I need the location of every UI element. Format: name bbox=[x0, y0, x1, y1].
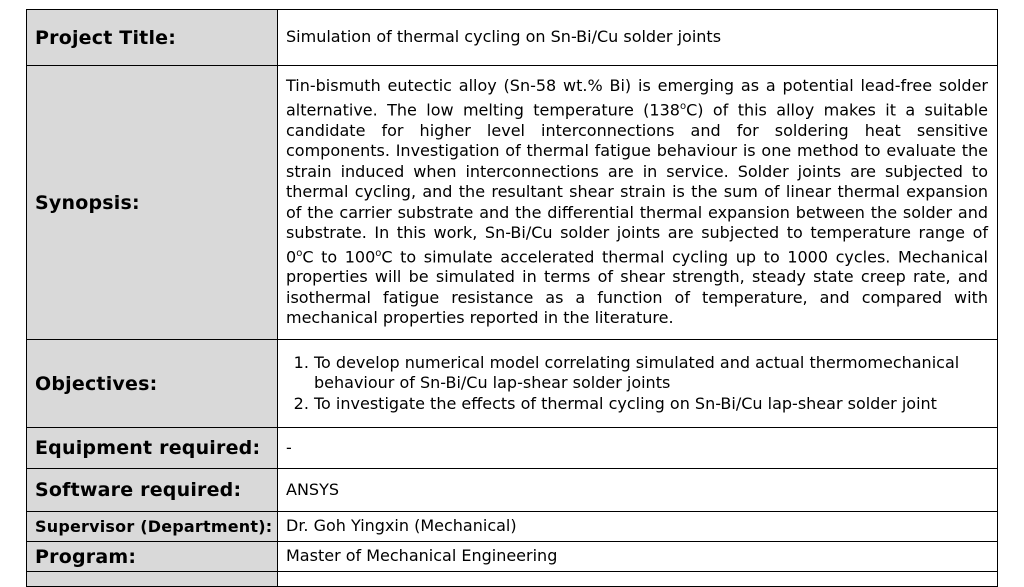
program-label: Program: bbox=[27, 542, 278, 572]
objectives-label: Objectives: bbox=[27, 340, 278, 428]
software-value: ANSYS bbox=[278, 469, 998, 512]
synopsis-part2: C) of this alloy makes it a suitable candidate for higher level interconnections and for soldering heat sensitive components. Investigation of thermal fatigue behaviour is one method to evaluate the strain induced when interconnections are in service. Solder joints are subjected to thermal cycling, and the resultant shear strain is the sum of linear thermal expansion of the carrier substrate and the differential thermal expansion between the solder and substrate. In this work, Sn-Bi/Cu solder joints are subjected to temperature range of 0 bbox=[286, 100, 988, 266]
row-synopsis bbox=[27, 66, 998, 340]
objectives-list bbox=[286, 353, 988, 415]
project-title-value: Simulation of thermal cycling on Sn-Bi/Cu solder joints bbox=[278, 10, 998, 66]
row-supervisor bbox=[27, 512, 998, 542]
software-label: Software required: bbox=[27, 469, 278, 512]
synopsis-text bbox=[278, 66, 998, 340]
row-next-partial bbox=[27, 572, 998, 587]
synopsis-part3: C to 100 bbox=[302, 246, 376, 266]
degree-sup-2: o bbox=[296, 247, 303, 259]
program-value: Master of Mechanical Engineering bbox=[278, 542, 998, 572]
objective-item: 2. To investigate the effects of thermal cycling on Sn-Bi/Cu lap-shear solder joint bbox=[314, 394, 988, 415]
next-row-label-cell bbox=[27, 572, 278, 587]
row-project-title bbox=[27, 10, 998, 66]
row-software bbox=[27, 469, 998, 512]
next-row-value-cell bbox=[278, 572, 998, 587]
supervisor-value: Dr. Goh Yingxin (Mechanical) bbox=[278, 512, 998, 542]
synopsis-part4: C to simulate accelerated thermal cycling up to 1000 cycles. Mechanical properties will be simulated in terms of shear strength, steady state creep rate, and isothermal fatigue resistance as a function of temperature, and compared with mechanical properties reported in the literature. bbox=[286, 246, 988, 328]
objective-item: 1. To develop numerical model correlating simulated and actual thermomechanical behaviour of Sn-Bi/Cu lap-shear solder joints bbox=[314, 353, 988, 394]
supervisor-label: Supervisor (Department): bbox=[27, 512, 278, 542]
degree-sup-3: o bbox=[375, 247, 382, 259]
objectives-value bbox=[278, 340, 998, 428]
project-details-table bbox=[26, 9, 998, 587]
synopsis-label: Synopsis: bbox=[27, 66, 278, 340]
row-objectives bbox=[27, 340, 998, 428]
row-equipment bbox=[27, 428, 998, 469]
row-program bbox=[27, 542, 998, 572]
project-title-label: Project Title: bbox=[27, 10, 278, 66]
synopsis-part1: Tin-bismuth eutectic alloy (Sn-58 wt.% Bi) is emerging as a potential lead-free solder alternative. The low melting temperature (138 bbox=[286, 76, 988, 119]
equipment-label: Equipment required: bbox=[27, 428, 278, 469]
equipment-value: - bbox=[278, 428, 998, 469]
degree-sup-1: o bbox=[679, 100, 687, 112]
